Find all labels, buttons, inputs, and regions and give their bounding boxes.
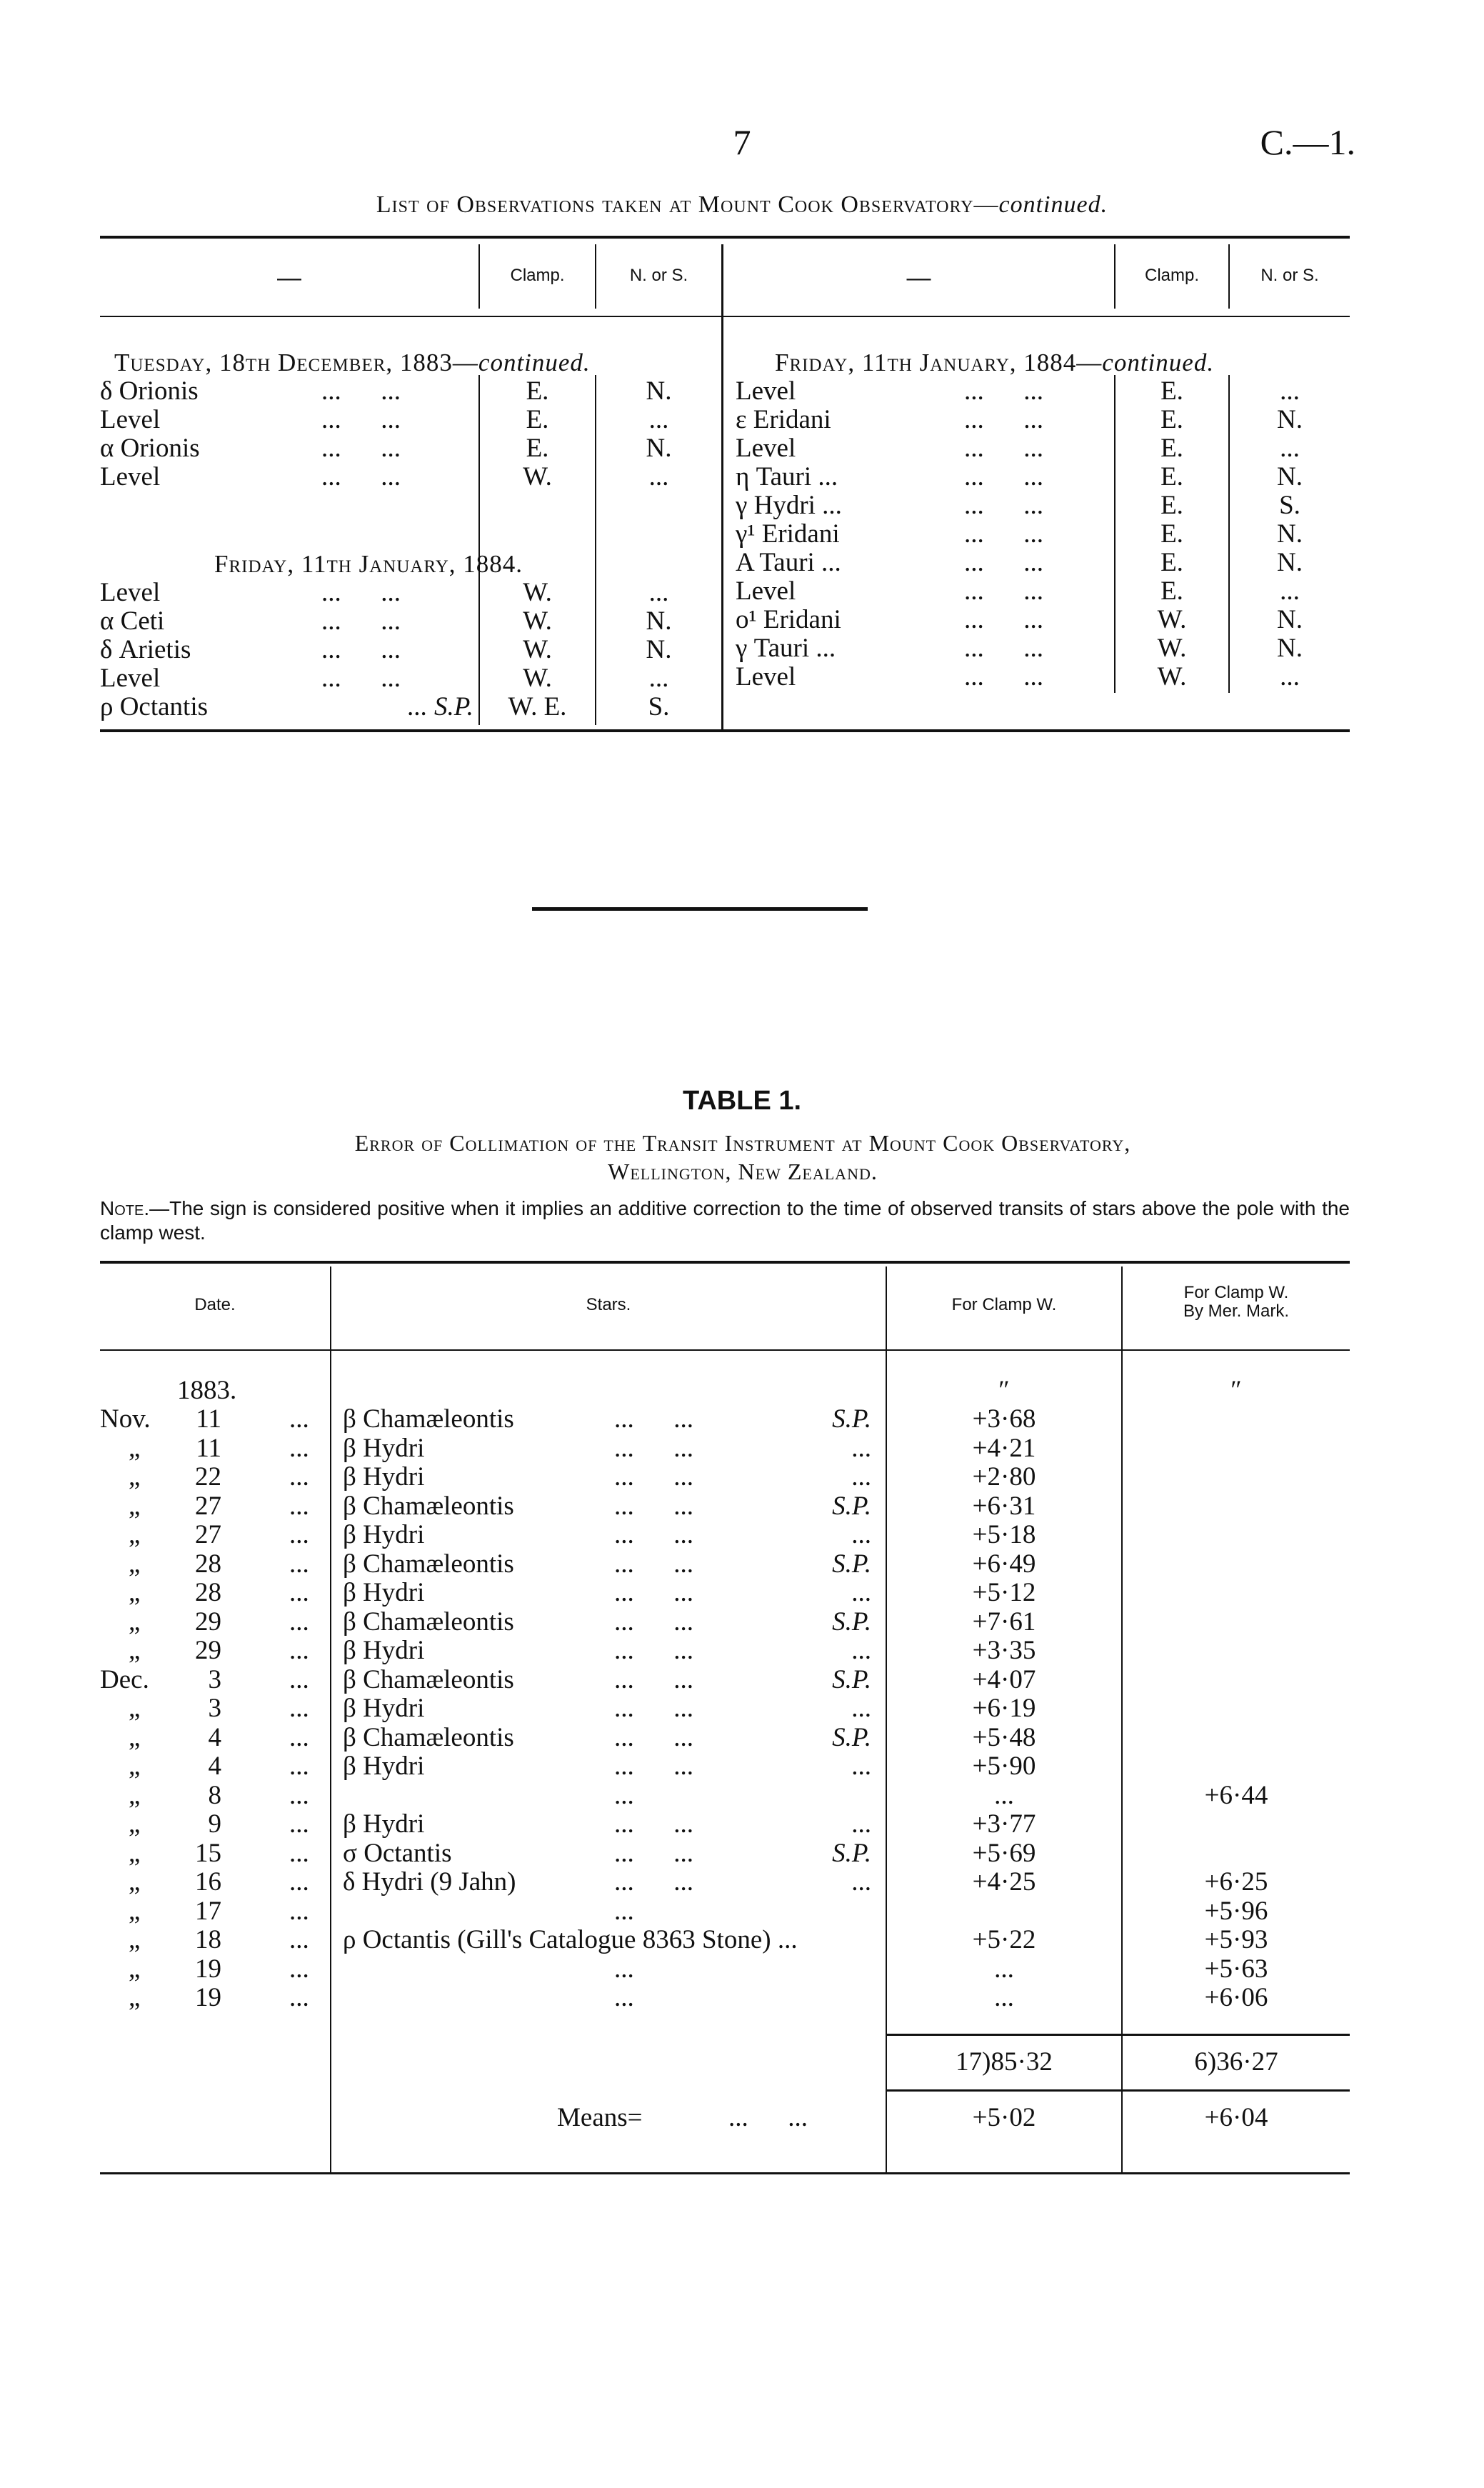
dots-leader: ... [289,1780,309,1810]
dots-leader: ... ... [321,405,401,434]
clamp-value: W. [523,664,552,693]
star-name: ρ Octantis (Gill's Catalogue 8363 Stone) ... [343,1925,798,1954]
dots-leader: ... [614,1896,634,1926]
star-name: γ¹ Eridani [736,519,840,549]
table-label: TABLE 1. [682,1086,802,1116]
dots-leader: ... ... [321,664,401,693]
month: „ [129,1752,141,1781]
dots-leader: ... ... [321,578,401,607]
mean-clamp-w-mark: +6·04 [1204,2103,1268,2132]
month: „ [129,1838,141,1868]
clamp-w-mark-value: +6·06 [1204,1983,1268,2012]
page-number: 7 [733,122,751,162]
section-title-suffix: continued. [478,349,591,376]
clamp-value: W. [523,606,552,636]
day: 22 [195,1462,221,1492]
dots-leader: ... ... [728,2103,808,2132]
day: 17 [195,1896,221,1926]
ns-value: ... [648,578,669,607]
dots-leader: ... [289,1520,309,1549]
dots-leader: ... ... [614,1664,693,1694]
dots-leader: ... [614,1780,634,1810]
ns-value: N. [1277,519,1303,549]
month: „ [129,1925,141,1954]
dots-leader: ... ... [964,462,1043,491]
dots-leader: ... [289,1925,309,1954]
rule [886,2034,1350,2036]
clamp-w-value: +6·31 [972,1491,1036,1521]
dots-leader: ... [289,1549,309,1579]
dots-leader: ... ... [321,606,401,636]
dots-leader: ... ... [614,1636,693,1665]
month: „ [129,1578,141,1607]
dots-leader: ... ... [614,1809,693,1839]
clamp-w-mark-value: +5·63 [1204,1954,1268,1984]
clamp-w-value: +5·90 [972,1752,1036,1781]
position-mark: S.P. [832,1404,871,1434]
day: 11 [196,1433,221,1463]
day: 15 [195,1838,221,1868]
rule [100,316,1350,317]
clamp-value: W. [523,578,552,607]
star-name: Level [736,376,796,406]
dots-leader: ... ... [321,462,401,491]
dots-leader: ... ... [614,1491,693,1521]
day: 28 [195,1549,221,1579]
clamp-w-mark-value: +5·96 [1204,1896,1268,1926]
clamp-w-value: +2·80 [972,1462,1036,1492]
clamp-w-value: +3·77 [972,1809,1036,1839]
day: 29 [195,1607,221,1637]
ns-value: S. [1279,491,1300,520]
clamp-w-value: +5·18 [972,1520,1036,1549]
means-label: Means= [557,2103,643,2132]
rule [100,236,1350,239]
clamp-w-value: +3·35 [972,1636,1036,1665]
star-name: ε Eridani [736,405,831,434]
dots-leader: ... ... [614,1867,693,1897]
rule [100,2172,1350,2174]
collimation-table [100,1261,1350,2175]
day: 28 [195,1578,221,1607]
header-stars: Stars. [586,1295,631,1314]
rule [330,1267,331,2172]
dots-leader: ... ... [964,519,1043,549]
dots-leader: ... ... [614,1722,693,1752]
sum-clamp-w: 17)85·32 [956,2047,1053,2077]
ns-value: N. [1277,548,1303,577]
dots-leader: ... [289,1694,309,1723]
clamp-value: W. [1157,662,1187,691]
star-name: β Hydri [343,1636,425,1665]
header-clamp-w-mark-line1: For Clamp W. [1183,1283,1289,1302]
star-name: γ Hydri ... [736,491,842,520]
star-name: β Hydri [343,1694,425,1723]
page-heading [0,191,1484,219]
day: 3 [208,1694,221,1723]
dots-leader: ... [289,1722,309,1752]
rule [100,1261,1350,1264]
star-name: Level [100,664,161,693]
dots-leader: ... ... [964,405,1043,434]
table-title-line1: Error of Collimation of the Transit Instrument at Mount Cook Observatory, [354,1130,1131,1156]
year-label: 1883. [177,1376,237,1405]
page-heading-suffix: continued. [998,191,1108,218]
clamp-w-value: +4·07 [972,1664,1036,1694]
day: 9 [208,1809,221,1839]
position-mark: S.P. [434,692,473,721]
month: „ [129,1462,141,1492]
month: „ [129,1491,141,1521]
dots-leader: ... [289,1954,309,1984]
star-name: β Hydri [343,1433,425,1463]
clamp-w-value: ... [994,1780,1014,1810]
clamp-w-value: ... [994,1983,1014,2012]
clamp-w-value: +7·61 [972,1607,1036,1637]
dots-leader: ... ... [964,576,1043,606]
rule [886,2089,1350,2092]
day: 18 [195,1925,221,1954]
position-mark: ... [851,1433,871,1463]
dots-leader: ... [289,1838,309,1868]
table-title [143,1129,1343,1186]
star-name: o¹ Eridani [736,605,841,634]
star-name: β Hydri [343,1578,425,1607]
star-name: ρ Octantis [100,692,209,721]
position-mark: ... [851,1636,871,1665]
day: 3 [208,1664,221,1694]
star-name: γ Tauri ... [736,634,836,663]
position-mark: S.P. [832,1491,871,1521]
day: 29 [195,1636,221,1665]
position-mark: S.P. [832,1838,871,1868]
ns-value: ... [648,405,669,434]
ns-value: N. [646,606,672,636]
ns-value: ... [1280,662,1300,691]
dots-leader: ... [289,1404,309,1434]
star-name: β Hydri [343,1752,425,1781]
page-heading-text: List of Observations taken at Mount Cook Observatory— [376,191,999,218]
dots-leader: ... ... [614,1404,693,1434]
ns-value: N. [1277,634,1303,663]
star-name: β Chamæleontis [343,1607,514,1637]
clamp-value: E. [526,376,549,406]
header-clamp-right: Clamp. [1144,266,1200,285]
dots-leader: ... ... [964,491,1043,520]
day: 19 [195,1954,221,1984]
unit-seconds: ″ [1230,1376,1242,1405]
dots-leader: ... ... [964,548,1043,577]
dots-leader: ... ... [614,1578,693,1607]
day: 4 [208,1752,221,1781]
month: „ [129,1809,141,1839]
position-mark: ... [851,1694,871,1723]
position-mark: S.P. [832,1664,871,1694]
section-title [775,349,1214,377]
dots-leader: ... ... [964,376,1043,406]
clamp-value: E. [1160,434,1183,463]
header-clamp-w-mark-line2: By Mer. Mark. [1183,1302,1290,1321]
star-name: Level [100,578,161,607]
clamp-value: E. [526,405,549,434]
dots-leader: ... [289,1983,309,2012]
dots-leader: ... [289,1809,309,1839]
month: Nov. [100,1404,151,1434]
month: „ [129,1636,141,1665]
day: 19 [195,1983,221,2012]
dots-leader: ... [289,1867,309,1897]
dots-leader: ... [289,1462,309,1492]
header-blank-left: — [277,264,301,291]
month: Dec. [100,1664,149,1694]
month: „ [129,1983,141,2012]
star-name: α Orionis [100,434,200,463]
dots-leader: ... ... [964,662,1043,691]
position-mark: ... [851,1809,871,1839]
position-mark: S.P. [832,1722,871,1752]
position-mark: ... [851,1462,871,1492]
position-mark: S.P. [832,1607,871,1637]
header-date: Date. [194,1295,236,1314]
star-name: β Hydri [343,1462,425,1492]
ns-value: ... [648,462,669,491]
document-reference: C.—1. [1260,122,1355,162]
section-title-text: Tuesday, 18th December, 1883— [114,349,478,376]
star-name: β Chamæleontis [343,1404,514,1434]
star-name: Level [736,434,796,463]
ns-value: N. [1277,405,1303,434]
dots-leader: ... ... [614,1462,693,1492]
ns-value: ... [648,664,669,693]
dots-leader: ... ... [321,434,401,463]
dots-leader: ... [614,1954,634,1984]
clamp-w-mark-value: +5·93 [1204,1925,1268,1954]
star-name: α Ceti [100,606,165,636]
section-title-suffix: continued. [1102,349,1215,376]
section-title [214,550,523,579]
dots-leader: ... [289,1578,309,1607]
ns-value: ... [1280,376,1300,406]
clamp-w-value: +6·19 [972,1694,1036,1723]
section-title [114,349,591,377]
dots-leader: ... [289,1636,309,1665]
clamp-value: W. [1157,605,1187,634]
clamp-w-value: ... [994,1954,1014,1984]
dots-leader: ... ... [614,1838,693,1868]
clamp-w-value: +3·68 [972,1404,1036,1434]
month: „ [129,1867,141,1897]
dots-leader: ... ... [964,605,1043,634]
header-clamp-w-mark [1123,1284,1350,1321]
dots-leader: ... [289,1752,309,1781]
section-title-text: Friday, 11th January, 1884— [775,349,1103,376]
dots-leader: ... ... [614,1752,693,1781]
dots-leader: ... [289,1491,309,1521]
clamp-w-value: +4·21 [972,1433,1036,1463]
day: 4 [208,1722,221,1752]
section-title-text: Friday, 11th January, 1884. [214,550,523,578]
dots-leader: ... [289,1896,309,1926]
rule [100,1349,1350,1351]
star-name: β Chamæleontis [343,1664,514,1694]
clamp-value: E. [1160,519,1183,549]
clamp-w-mark-value: +6·25 [1204,1867,1268,1897]
position-mark: ... [851,1520,871,1549]
star-name: β Hydri [343,1809,425,1839]
star-name: Level [100,405,161,434]
star-name: Level [736,576,796,606]
dots-leader: ... [407,692,427,721]
rule [100,729,1350,732]
clamp-w-value: +5·22 [972,1925,1036,1954]
day: 27 [195,1520,221,1549]
dots-leader: ... [289,1664,309,1694]
star-name: Level [100,462,161,491]
star-name: δ Hydri (9 Jahn) [343,1867,516,1897]
clamp-value: E. [1160,405,1183,434]
observations-table [100,236,1350,732]
star-name: β Hydri [343,1520,425,1549]
dots-leader: ... [289,1607,309,1637]
mean-clamp-w: +5·02 [972,2103,1036,2132]
star-name: σ Octantis [343,1838,452,1868]
ns-value: N. [1277,462,1303,491]
day: 11 [196,1404,221,1434]
dots-leader: ... ... [321,376,401,406]
ns-value: N. [1277,605,1303,634]
dots-leader: ... ... [321,635,401,664]
month: „ [129,1694,141,1723]
month: „ [129,1780,141,1810]
clamp-value: W. [523,635,552,664]
clamp-w-value: +5·12 [972,1578,1036,1607]
clamp-value: E. [1160,462,1183,491]
month: „ [129,1954,141,1984]
clamp-value: W. [523,462,552,491]
dots-leader: ... ... [964,634,1043,663]
clamp-w-mark-value: +6·44 [1204,1780,1268,1810]
ns-value: N. [646,434,672,463]
clamp-value: W. E. [508,692,567,721]
month: „ [129,1722,141,1752]
month: „ [129,1896,141,1926]
clamp-value: W. [1157,634,1187,663]
dots-leader: ... [289,1433,309,1463]
star-name: δ Arietis [100,635,191,664]
star-name: A Tauri ... [736,548,841,577]
clamp-w-value: +6·49 [972,1549,1036,1579]
note-label: Note. [100,1197,150,1219]
month: „ [129,1433,141,1463]
table-title-line2: Wellington, New Zealand. [608,1159,878,1184]
clamp-w-value: +5·48 [972,1722,1036,1752]
header-blank-right: — [906,264,931,291]
dots-leader: ... ... [964,434,1043,463]
clamp-value: E. [1160,548,1183,577]
clamp-value: E. [1160,576,1183,606]
position-mark: ... [851,1752,871,1781]
star-name: η Tauri ... [736,462,838,491]
dots-leader: ... [614,1983,634,2012]
star-name: Level [736,662,796,691]
day: 16 [195,1867,221,1897]
month: „ [129,1607,141,1637]
ns-value: S. [648,692,670,721]
unit-seconds: ″ [998,1376,1010,1405]
header-clamp-left: Clamp. [510,266,565,285]
month: „ [129,1520,141,1549]
table-note [100,1196,1350,1245]
ns-value: ... [1280,434,1300,463]
ns-value: N. [646,376,672,406]
star-name: β Chamæleontis [343,1491,514,1521]
position-mark: ... [851,1578,871,1607]
sum-clamp-w-mark: 6)36·27 [1194,2047,1278,2077]
note-text: —The sign is considered positive when it implies an additive correction to the time of observed transits of stars above the pole with the clamp west. [100,1197,1350,1244]
position-mark: S.P. [832,1549,871,1579]
rule [721,244,723,732]
ns-value: N. [646,635,672,664]
month: „ [129,1549,141,1579]
dots-leader: ... ... [614,1607,693,1637]
star-name: β Chamæleontis [343,1722,514,1752]
header-ns-left: N. or S. [629,266,688,285]
clamp-value: E. [1160,376,1183,406]
star-name: β Chamæleontis [343,1549,514,1579]
star-name: δ Orionis [100,376,199,406]
position-mark: ... [851,1867,871,1897]
dots-leader: ... ... [614,1549,693,1579]
dots-leader: ... ... [614,1433,693,1463]
clamp-w-value: +4·25 [972,1867,1036,1897]
ns-value: ... [1280,576,1300,606]
clamp-value: E. [526,434,549,463]
dots-leader: ... ... [614,1520,693,1549]
dots-leader: ... ... [614,1694,693,1723]
header-clamp-w: For Clamp W. [951,1295,1057,1314]
clamp-w-value: +5·69 [972,1838,1036,1868]
clamp-value: E. [1160,491,1183,520]
day: 8 [208,1780,221,1810]
header-ns-right: N. or S. [1260,266,1319,285]
section-separator [532,907,868,911]
day: 27 [195,1491,221,1521]
